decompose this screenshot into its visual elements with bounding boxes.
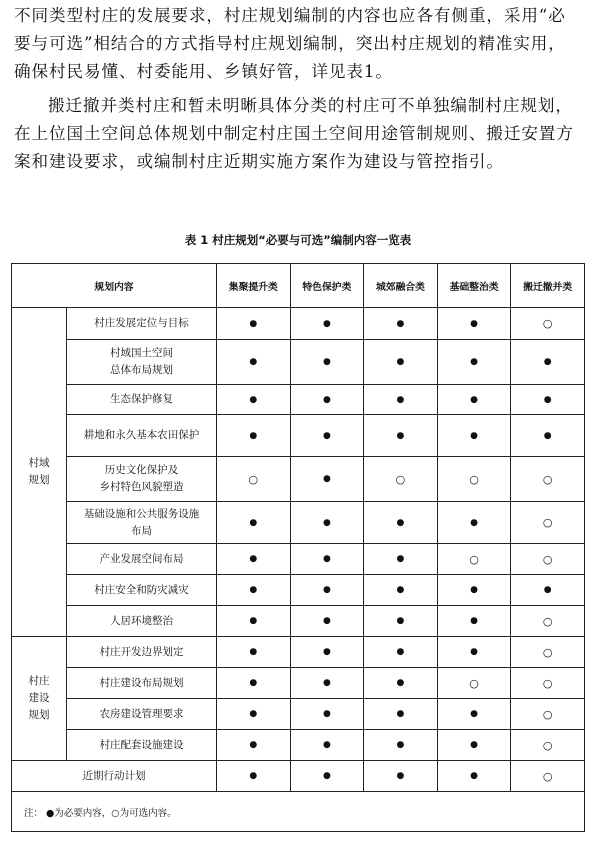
table-row bbox=[12, 308, 585, 340]
mark-cell: ● bbox=[364, 668, 438, 699]
mark-cell: ● bbox=[217, 544, 291, 575]
row-item-label: 农房建设管理要求 bbox=[67, 699, 217, 730]
mark-cell: ● bbox=[217, 575, 291, 606]
mark-cell: ● bbox=[290, 457, 364, 502]
mark-cell: ○ bbox=[511, 606, 585, 637]
mark-cell: ● bbox=[217, 502, 291, 544]
mark-cell: ● bbox=[364, 575, 438, 606]
mark-cell: ● bbox=[217, 308, 291, 340]
mark-cell: ● bbox=[290, 502, 364, 544]
mark-cell: ○ bbox=[511, 668, 585, 699]
header-column: 搬迁撤并类 bbox=[511, 264, 585, 308]
mark-cell: ● bbox=[511, 385, 585, 415]
mark-cell: ● bbox=[437, 699, 511, 730]
mark-cell: ● bbox=[290, 340, 364, 385]
mark-cell: ● bbox=[217, 668, 291, 699]
mark-cell: ● bbox=[217, 637, 291, 668]
mark-cell: ● bbox=[437, 575, 511, 606]
mark-cell: ● bbox=[217, 415, 291, 457]
mark-cell: ● bbox=[290, 606, 364, 637]
mark-cell: ● bbox=[290, 668, 364, 699]
mark-cell: ○ bbox=[437, 668, 511, 699]
table-row bbox=[12, 544, 585, 575]
mark-cell: ○ bbox=[511, 637, 585, 668]
mark-cell: ○ bbox=[511, 457, 585, 502]
header-column: 城郊融合类 bbox=[364, 264, 438, 308]
mark-cell: ● bbox=[217, 730, 291, 761]
row-item-label: 产业发展空间布局 bbox=[67, 544, 217, 575]
table-row bbox=[12, 415, 585, 457]
mark-cell: ● bbox=[437, 502, 511, 544]
mark-cell: ● bbox=[437, 308, 511, 340]
table-row bbox=[12, 457, 585, 502]
mark-cell: ● bbox=[290, 385, 364, 415]
mark-cell: ● bbox=[290, 308, 364, 340]
mark-cell: ● bbox=[511, 340, 585, 385]
mark-cell: ● bbox=[217, 385, 291, 415]
table-row bbox=[12, 637, 585, 668]
table-header-row bbox=[12, 264, 585, 308]
mark-cell: ● bbox=[290, 575, 364, 606]
table-caption: 表 1 村庄规划“必要与可选”编制内容一览表 bbox=[184, 233, 412, 247]
mark-cell: ● bbox=[217, 606, 291, 637]
row-item-label: 历史文化保护及 乡村特色风貌塑造 bbox=[67, 457, 217, 502]
mark-cell: ● bbox=[217, 340, 291, 385]
mark-cell: ● bbox=[364, 637, 438, 668]
group-label: 村域 规划 bbox=[12, 308, 67, 637]
mark-cell: ● bbox=[437, 606, 511, 637]
body-paragraph-2: 搬迁撤并类村庄和暂未明晰具体分类的村庄可不单独编制村庄规划，在上位国土空间总体规划中制定村庄国土空间用途管制规则、搬迁安置方案和建设要求，或编制村庄近期实施方案作为建设与管控指引。 bbox=[14, 96, 574, 171]
mark-cell: ○ bbox=[511, 544, 585, 575]
row-item-label: 耕地和永久基本农田保护 bbox=[67, 415, 217, 457]
row-item-label: 村庄配套设施建设 bbox=[67, 730, 217, 761]
group-label: 村庄 建设 规划 bbox=[12, 637, 67, 761]
table-row bbox=[12, 606, 585, 637]
mark-cell: ● bbox=[364, 761, 438, 792]
mark-cell: ● bbox=[437, 340, 511, 385]
mark-cell: ● bbox=[364, 544, 438, 575]
table-row bbox=[12, 699, 585, 730]
mark-cell: ○ bbox=[217, 457, 291, 502]
table-row bbox=[12, 502, 585, 544]
mark-cell: ● bbox=[217, 699, 291, 730]
mark-cell: ● bbox=[217, 761, 291, 792]
mark-cell: ● bbox=[364, 699, 438, 730]
mark-cell: ○ bbox=[511, 502, 585, 544]
table-row bbox=[12, 730, 585, 761]
table-note-row bbox=[12, 792, 585, 832]
mark-cell: ○ bbox=[511, 308, 585, 340]
mark-cell: ● bbox=[437, 415, 511, 457]
table-row bbox=[12, 340, 585, 385]
row-item-label: 村庄建设布局规划 bbox=[67, 668, 217, 699]
table-row bbox=[12, 668, 585, 699]
table-row bbox=[12, 385, 585, 415]
mark-cell: ● bbox=[511, 575, 585, 606]
body-paragraph-1: 不同类型村庄的发展要求，村庄规划编制的内容也应各有侧重，采用“必要与可选”相结合的方式指导村庄规划编制，突出村庄规划的精准实用，确保村民易懂、村委能用、乡镇好管，详见表1。 bbox=[14, 6, 566, 81]
table-row bbox=[12, 575, 585, 606]
mark-cell: ● bbox=[437, 761, 511, 792]
row-item-label: 生态保护修复 bbox=[67, 385, 217, 415]
table-note: 注： ●为必要内容，○为可选内容。 bbox=[12, 792, 585, 832]
header-planning-content: 规划内容 bbox=[12, 264, 217, 308]
mark-cell: ● bbox=[290, 699, 364, 730]
mark-cell: ● bbox=[437, 385, 511, 415]
row-item-label: 基础设施和公共服务设施 布局 bbox=[67, 502, 217, 544]
mark-cell: ● bbox=[364, 385, 438, 415]
mark-cell: ● bbox=[364, 730, 438, 761]
mark-cell: ○ bbox=[511, 699, 585, 730]
row-item-label: 人居环境整治 bbox=[67, 606, 217, 637]
table-row bbox=[12, 761, 585, 792]
mark-cell: ● bbox=[364, 340, 438, 385]
mark-cell: ● bbox=[290, 730, 364, 761]
mark-cell: ● bbox=[437, 730, 511, 761]
mark-cell: ● bbox=[437, 637, 511, 668]
row-item-label: 村庄安全和防灾减灾 bbox=[67, 575, 217, 606]
mark-cell: ● bbox=[290, 637, 364, 668]
mark-cell: ● bbox=[290, 761, 364, 792]
header-column: 集聚提升类 bbox=[217, 264, 291, 308]
row-item-label: 近期行动计划 bbox=[12, 761, 217, 792]
mark-cell: ○ bbox=[364, 457, 438, 502]
mark-cell: ● bbox=[364, 415, 438, 457]
mark-cell: ● bbox=[290, 544, 364, 575]
mark-cell: ● bbox=[364, 502, 438, 544]
mark-cell: ○ bbox=[437, 457, 511, 502]
mark-cell: ● bbox=[364, 606, 438, 637]
mark-cell: ○ bbox=[511, 761, 585, 792]
mark-cell: ○ bbox=[511, 730, 585, 761]
row-item-label: 村庄发展定位与目标 bbox=[67, 308, 217, 340]
planning-content-table bbox=[11, 263, 585, 832]
header-column: 特色保护类 bbox=[290, 264, 364, 308]
row-item-label: 村域国土空间 总体布局规划 bbox=[67, 340, 217, 385]
row-item-label: 村庄开发边界划定 bbox=[67, 637, 217, 668]
mark-cell: ● bbox=[511, 415, 585, 457]
mark-cell: ○ bbox=[437, 544, 511, 575]
header-column: 基础整治类 bbox=[437, 264, 511, 308]
mark-cell: ● bbox=[364, 308, 438, 340]
mark-cell: ● bbox=[290, 415, 364, 457]
